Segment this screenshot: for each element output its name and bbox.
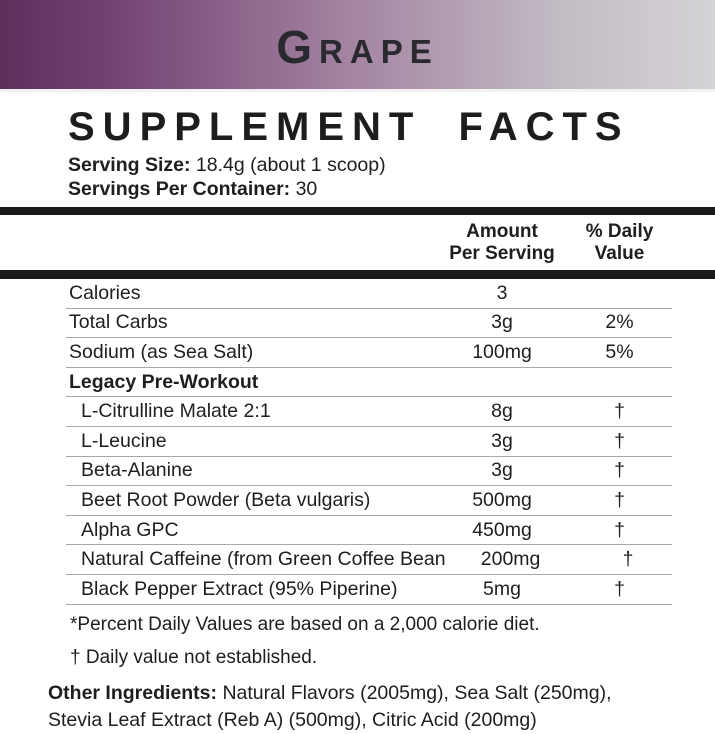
other-ingredients-label: Other Ingredients: (48, 681, 218, 704)
table-row-beet-root-powder: Beet Root Powder (Beta vulgaris) 500mg † (66, 486, 672, 516)
footnote-daily-value-not-established: † Daily value not established. (70, 646, 318, 668)
servings-per-container-value: 30 (290, 178, 318, 200)
table-row-calories: Calories 3 (66, 279, 672, 309)
facts-header (0, 92, 715, 201)
table-row-legacy-preworkout: Legacy Pre-Workout (66, 368, 672, 398)
facts-rows (66, 279, 672, 605)
table-row-total-carbs: Total Carbs 3g 2% (66, 309, 672, 339)
servings-per-container-line (68, 177, 670, 201)
table-row-leucine: L-Leucine 3g † (66, 427, 672, 457)
table-row-beta-alanine: Beta-Alanine 3g † (66, 457, 672, 487)
other-ingredients (48, 680, 671, 734)
divider-thick-top (0, 207, 715, 215)
divider-thick-middle (0, 270, 715, 279)
servings-per-container-label: Servings Per Container: (68, 178, 291, 200)
column-headers (66, 215, 672, 270)
flavor-banner (0, 0, 715, 92)
other-ingredients-value: Natural Flavors (2005mg), Sea Salt (250mg), Stevia Leaf Extract (Reb A) (500mg), Citric Acid (200mg) (48, 681, 612, 731)
serving-size-value: 18.4g (about 1 scoop) (190, 154, 386, 176)
footnotes (0, 605, 715, 669)
serving-size-line (68, 153, 670, 177)
table-row-black-pepper-extract: Black Pepper Extract (95% Piperine) 5mg † (66, 575, 672, 605)
table-row-citrulline-malate: L-Citrulline Malate 2:1 8g † (66, 397, 672, 427)
table-row-sodium: Sodium (as Sea Salt) 100mg 5% (66, 338, 672, 368)
table-row-natural-caffeine: Natural Caffeine (from Green Coffee Bean 200mg † (66, 545, 672, 575)
column-header-daily-value: % Daily Value (585, 221, 654, 264)
column-spacer (66, 221, 437, 265)
table-row-alpha-gpc: Alpha GPC 450mg † (66, 516, 672, 546)
column-header-amount: Amount Per Serving (449, 221, 555, 264)
serving-size-label: Serving Size: (68, 154, 191, 176)
supplement-facts-title: SUPPLEMENT FACTS (68, 105, 630, 149)
flavor-name (276, 20, 439, 73)
flavor-name-initial: G (276, 20, 320, 73)
flavor-name-rest: RAPE (319, 32, 439, 70)
facts-table (66, 215, 672, 270)
footnote-percent-daily-values: *Percent Daily Values are based on a 2,000 calorie diet. (70, 613, 540, 635)
